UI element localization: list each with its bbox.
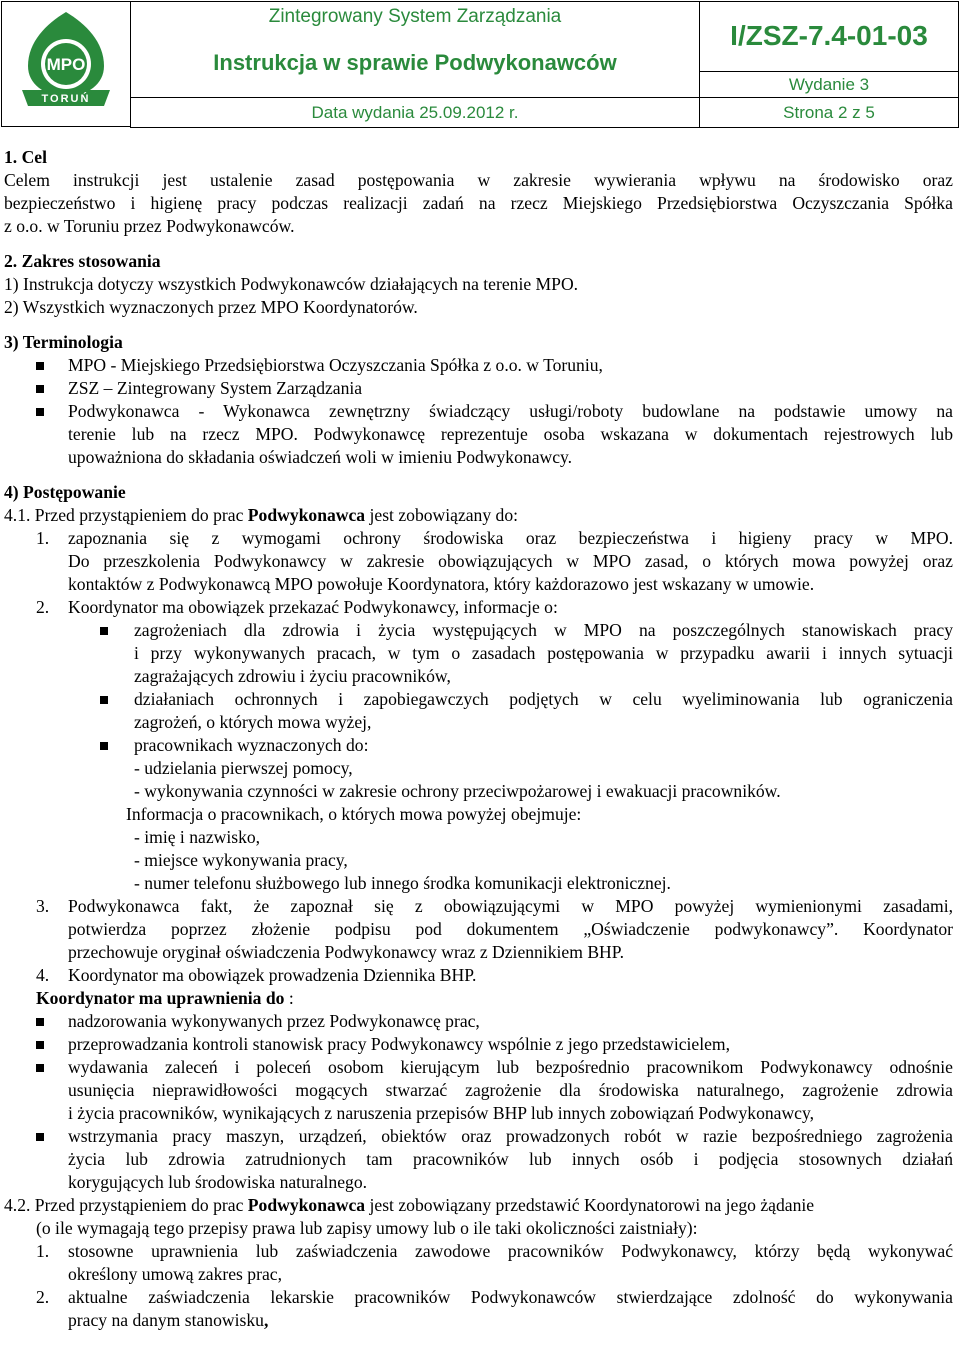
- bullet-icon: [36, 362, 44, 370]
- logo-city: TORUŃ: [41, 93, 91, 105]
- paragraph-line: - udzielania pierwszej pomocy,: [134, 758, 353, 778]
- paragraph-line: bezpieczeństwo i higienę pracy podczas realizacji zadań na rzecz Miejskiego Przedsiębiorstwa Oczyszczania Spółka: [4, 193, 953, 213]
- item-number: 2.: [36, 1287, 50, 1307]
- coordinator-rights-title: Koordynator ma uprawnienia do :: [36, 988, 294, 1008]
- bullet-icon: [100, 696, 108, 704]
- paragraph-line: zagrożeń, o których mowa wyżej,: [134, 712, 372, 732]
- paragraph-line: kontaktów z Podwykonawcą MPO powołuje Koordynatora, który każdorazowo jest wskazany w umowie.: [68, 574, 815, 594]
- section-number: 2.: [4, 251, 18, 271]
- paragraph-line: Informacja o pracownikach, o których mowa powyżej obejmuje:: [126, 804, 582, 824]
- system-name: Zintegrowany System Zarządzania: [268, 6, 562, 27]
- list-item: Podwykonawca - Wykonawca zewnętrzny świadczący usługi/roboty budowlane na podstawie umowy na: [0, 400, 953, 423]
- paragraph-line: przechowuje oryginał oświadczenia Podwykonawcy wraz z Dziennikiem BHP.: [68, 942, 624, 962]
- item-number: 1.: [36, 1241, 50, 1261]
- paragraph-line: z o.o. w Toruniu przez Podwykonawców.: [4, 216, 295, 236]
- logo-cell: [1, 1, 131, 127]
- bullet-icon: [36, 385, 44, 393]
- bullet-icon: [36, 1041, 44, 1049]
- paragraph-line: potwierdza poprzez złożenie podpisu pod dokumentem „Oświadczenie podwykonawcy”. Koordynator: [68, 919, 953, 939]
- subsection-4-1: 4.1. Przed przystąpieniem do prac Podwykonawca jest zobowiązany do:: [4, 505, 519, 525]
- edition-label: Wydanie 3: [788, 75, 870, 94]
- paragraph-line: pracy na danym stanowisku,: [68, 1310, 269, 1330]
- list-item: wstrzymania pracy maszyn, urządzeń, obiektów oraz prowadzonych robót w razie bezpośredniego zagrożenia: [0, 1125, 960, 1148]
- instruction-name: Instrukcja w sprawie Podwykonawców: [213, 50, 617, 75]
- numbered-item: 2. Koordynator ma obowiązek przekazać Podwykonawcy, informacje o:: [36, 597, 558, 617]
- document-header: [0, 0, 960, 128]
- issue-date: Data wydania 25.09.2012 r.: [311, 103, 519, 122]
- paragraph-line: - wykonywania czynności w zakresie ochrony przeciwpożarowej i ewakuacji pracowników.: [134, 781, 781, 801]
- numbered-item: 3. Podwykonawca fakt, że zapoznał się z obowiązującymi w MPO powyżej wymienionymi zasadami,: [36, 896, 953, 916]
- section-1-title: 1. Cel: [4, 147, 47, 167]
- list-item: nadzorowania wykonywanych przez Podwykonawcę prac,: [0, 1010, 960, 1033]
- section-3-title: 3) Terminologia: [4, 332, 123, 352]
- paragraph-line: korygujących lub środowiska naturalnego.: [68, 1172, 368, 1192]
- list-item: - imię i nazwisko,: [134, 827, 261, 847]
- page-number: Strona 2 z 5: [783, 103, 875, 122]
- code-cell: [699, 1, 959, 72]
- paragraph-line: upoważniona do składania oświadczeń woli w imieniu Podwykonawcy.: [68, 447, 573, 467]
- list-item: ZSZ – Zintegrowany System Zarządzania: [0, 377, 960, 400]
- list-item: pracownikach wyznaczonych do:: [0, 734, 960, 757]
- paragraph-line: i życia pracowników, wynikających z naruszenia przepisów BHP lub innych zobowiązań Podwykonawcy,: [68, 1103, 815, 1123]
- section-title: Zakres stosowania: [21, 251, 161, 271]
- paragraph-line: życia lub zdrowia zatrudnionych tam pracowników lub innych osób i podjęcia stosownych działań: [68, 1149, 953, 1169]
- document-code: I/ZSZ-7.4-01-03: [730, 20, 928, 51]
- page-cell: [699, 97, 959, 128]
- paragraph-line: określony umową zakres prac,: [68, 1264, 282, 1284]
- list-item: - miejsce wykonywania pracy,: [134, 850, 348, 870]
- bullet-icon: [100, 742, 108, 750]
- paragraph-line: i przy wykonywanych pracach, w tym o zasadach postępowania w przypadku awarii i innych sytuacji: [134, 643, 953, 663]
- logo-letters: MPO: [46, 55, 86, 74]
- list-item: wydawania zaleceń i poleceń osobom kierującym lub bezpośrednio pracownikom Podwykonawcy odnośnie: [0, 1056, 960, 1079]
- bullet-icon: [36, 1018, 44, 1026]
- paragraph-line: Do przeszkolenia Podwykonawcy w zakresie obowiązujących w MPO zasad, o których mowa powyżej oraz: [68, 551, 953, 571]
- numbered-item: 4. Koordynator ma obowiązek prowadzenia Dziennika BHP.: [36, 965, 477, 985]
- edition-cell: [699, 71, 959, 98]
- list-item: zagrożeniach dla zdrowia i życia występujących w MPO na poszczególnych stanowiskach pracy: [0, 619, 960, 642]
- item-number: 1.: [36, 528, 50, 548]
- mpo-logo: [2, 2, 130, 126]
- paragraph-line: usunięcia nieprawidłowości mogących stwarzać zagrożenie dla środowiska naturalnego, zagrożenie zdrowia: [68, 1080, 953, 1100]
- paragraph-line: terenie lub na rzecz MPO. Podwykonawcę reprezentuje osoba wskazana w dokumentach rejestrowych lub: [68, 424, 953, 444]
- paragraph-line: (o ile wymagają tego przepisy prawa lub zapisy umowy lub o ile taki okoliczności zaistniały):: [36, 1218, 698, 1238]
- item-number: 2.: [36, 597, 50, 617]
- paragraph-line: zagrażających zdrowiu i życiu pracowników,: [134, 666, 451, 686]
- list-item: 1) Instrukcja dotyczy wszystkich Podwykonawców działających na terenie MPO.: [4, 274, 579, 294]
- list-item: MPO - Miejskiego Przedsiębiorstwa Oczyszczania Spółka z o.o. w Toruniu,: [0, 354, 960, 377]
- list-item: działaniach ochronnych i zapobiegawczych podjętych w celu wyeliminowania lub ograniczenia: [0, 688, 960, 711]
- bullet-icon: [36, 1133, 44, 1141]
- section-2-title: [0, 250, 960, 273]
- title-cell: [130, 1, 700, 98]
- item-number: 4.: [36, 965, 50, 985]
- list-item: przeprowadzania kontroli stanowisk pracy Podwykonawcy wspólnie z jego przedstawicielem,: [0, 1033, 960, 1056]
- subsection-4-2: 4.2. Przed przystąpieniem do prac Podwykonawca jest zobowiązany przedstawić Koordynatorowi na jego żądanie: [4, 1195, 815, 1215]
- numbered-item: 1. stosowne uprawnienia lub zaświadczenia zawodowe pracowników Podwykonawcy, którzy będą wykonywać: [36, 1241, 953, 1261]
- document-body: [0, 146, 960, 1332]
- bullet-icon: [36, 408, 44, 416]
- bullet-icon: [36, 1064, 44, 1072]
- section-4-title: 4) Postępowanie: [4, 482, 126, 502]
- numbered-item: 2. aktualne zaświadczenia lekarskie pracowników Podwykonawców stwierdzające zdolność do wykonywania: [36, 1287, 953, 1307]
- item-number: 3.: [36, 896, 50, 916]
- numbered-item: 1. zapoznania się z wymogami ochrony środowiska oraz bezpieczeństwa i higieny pracy w MPO.: [36, 528, 953, 548]
- paragraph-line: Celem instrukcji jest ustalenie zasad postępowania w zakresie wywierania wpływu na środowisko oraz: [4, 170, 953, 190]
- date-cell: [130, 97, 700, 128]
- list-item: 2) Wszystkich wyznaczonych przez MPO Koordynatorów.: [4, 297, 418, 317]
- bullet-icon: [100, 627, 108, 635]
- list-item: - numer telefonu służbowego lub innego środka komunikacji elektronicznej.: [134, 873, 671, 893]
